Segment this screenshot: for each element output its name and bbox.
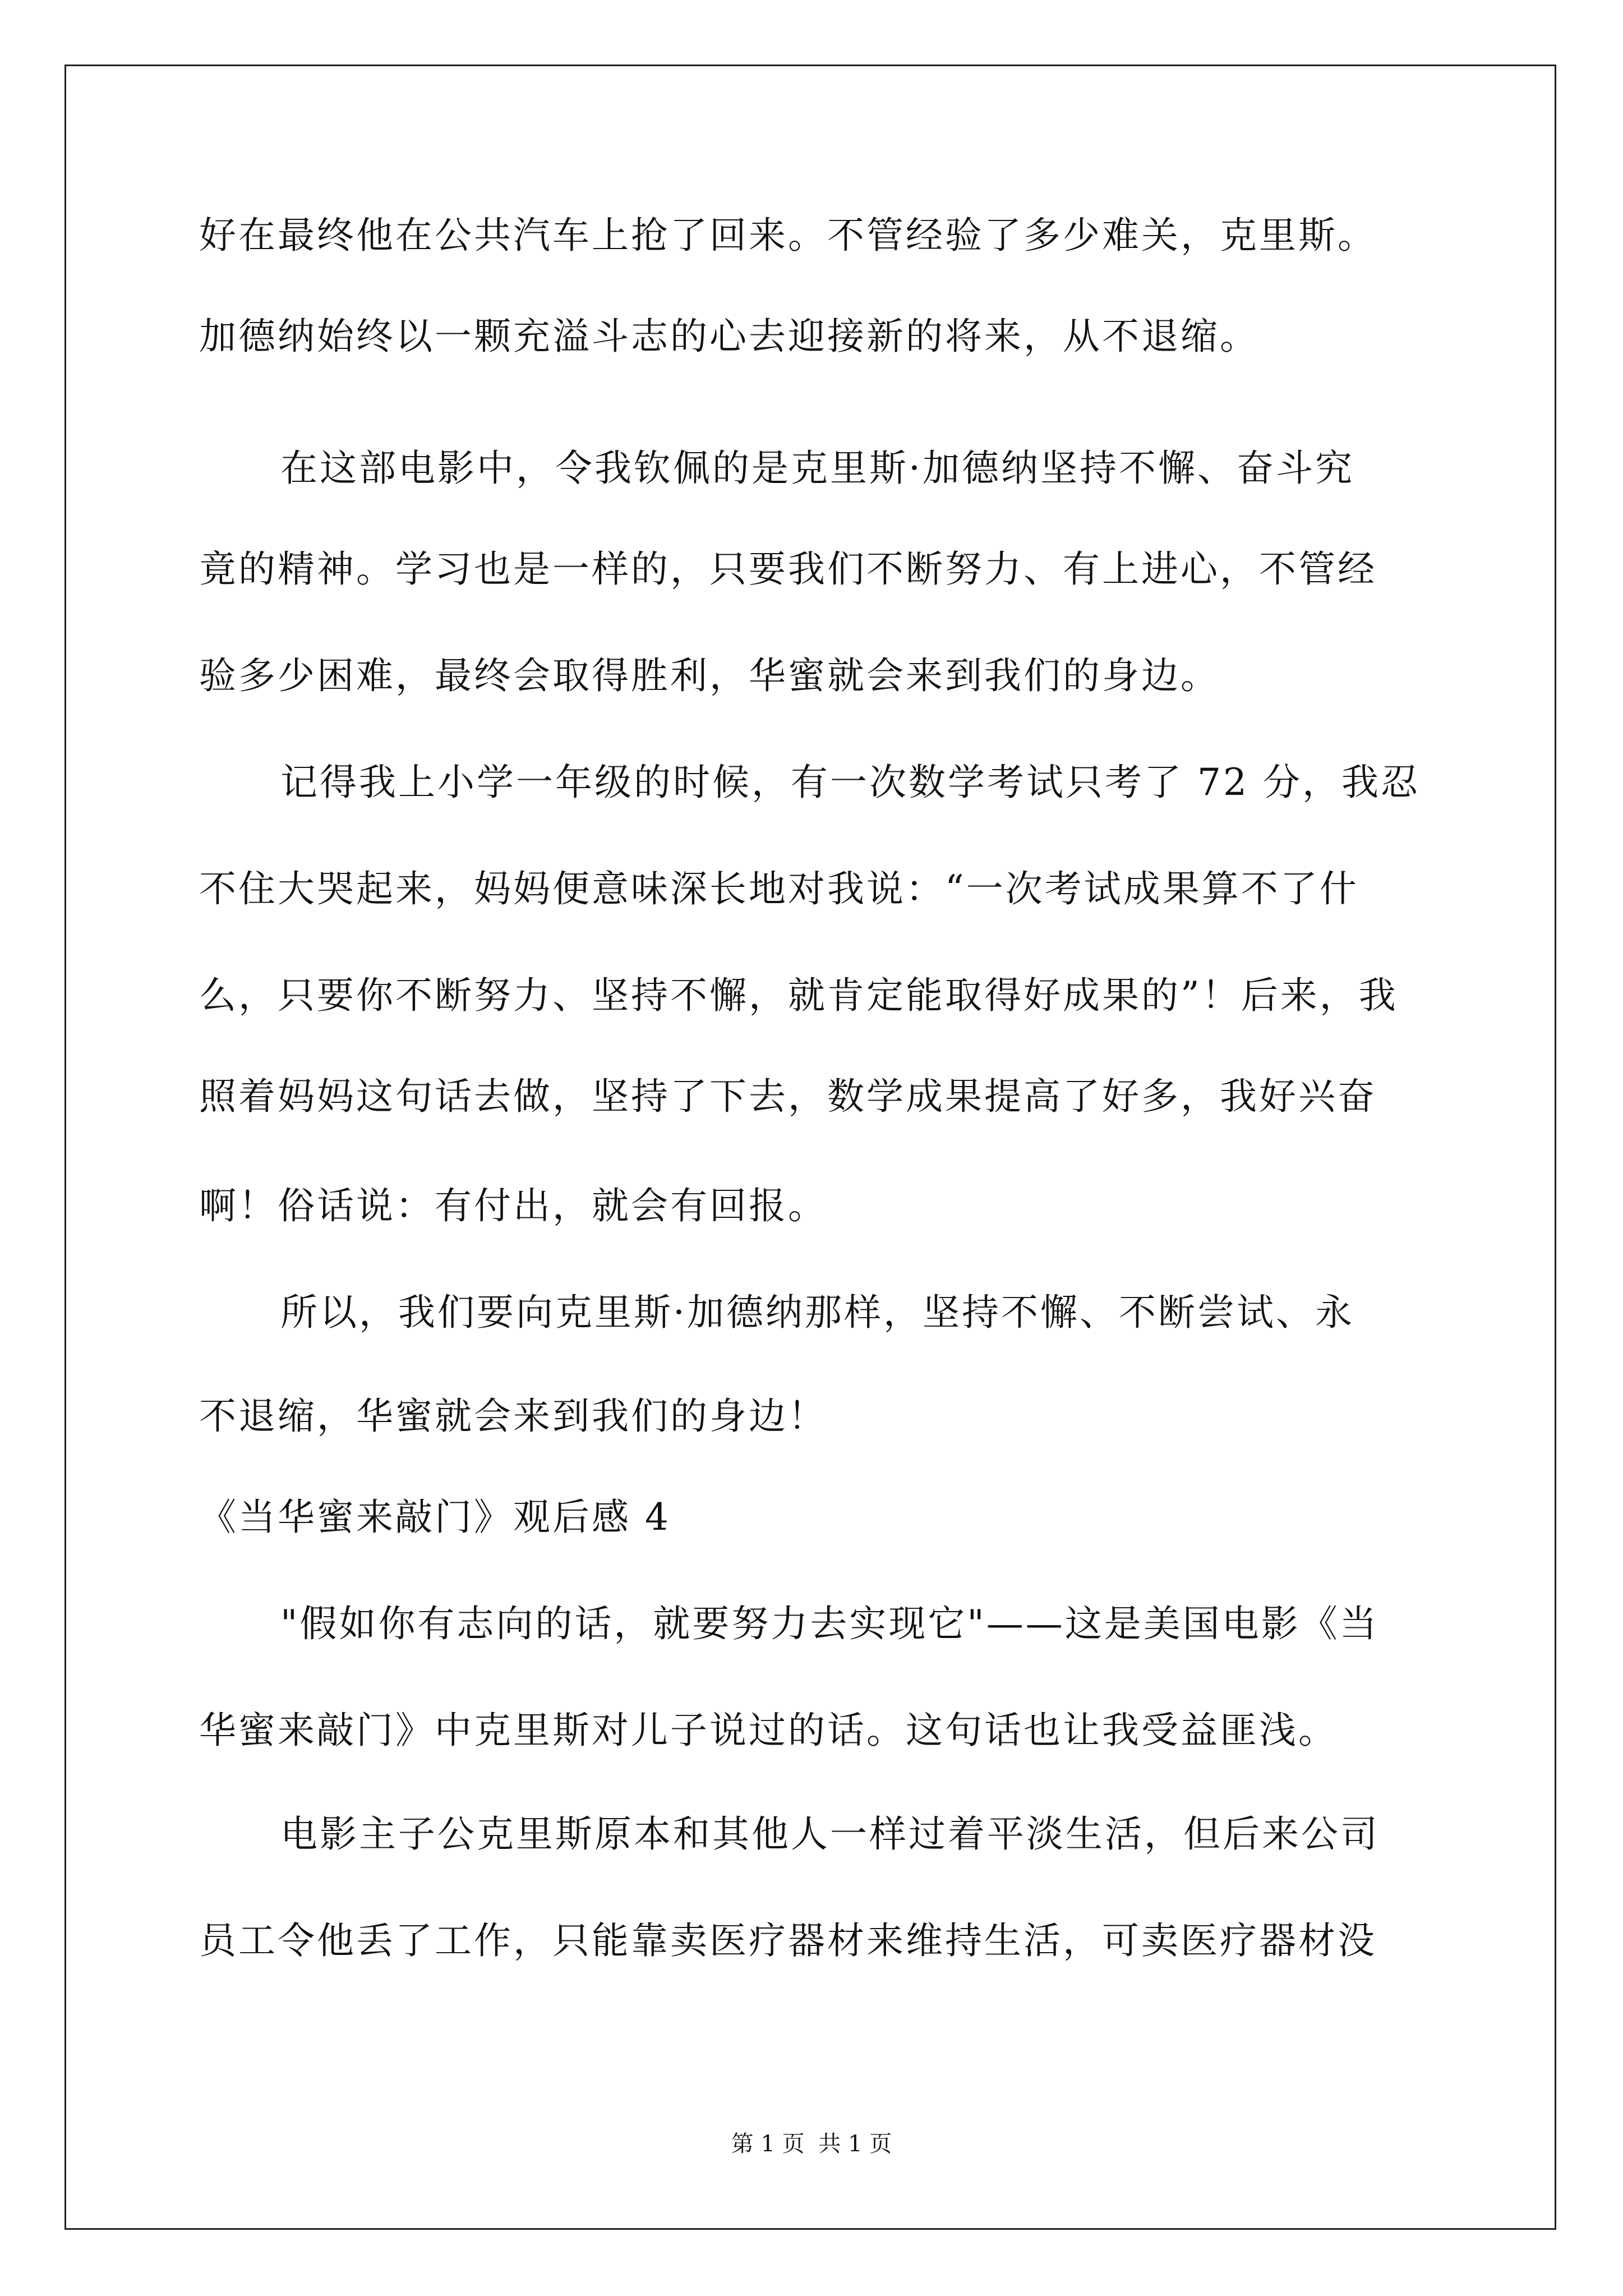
page-total: 共 1 页 — [818, 2131, 892, 2157]
text-line-10: 啊！俗话说：有付出，就会有回报。 — [199, 1184, 827, 1227]
section-heading: 《当华蜜来敲门》观后感 4 — [199, 1496, 671, 1539]
paragraph-start-line: 在这部电影中，令我钦佩的是克里斯·加德纳坚持不懈、奋斗究 — [280, 447, 1354, 490]
text-line-2: 加德纳始终以一颗充溢斗志的心去迎接新的将来，从不退缩。 — [199, 315, 1259, 358]
text-line-1: 好在最终他在公共汽车上抢了回来。不管经验了多少难关，克里斯。 — [199, 214, 1377, 257]
text-line-12: 不退缩，华蜜就会来到我们的身边！ — [199, 1395, 827, 1438]
text-line-15: 华蜜来敲门》中克里斯对儿子说过的话。这句话也让我受益匪浅。 — [199, 1709, 1338, 1752]
page-frame — [64, 65, 1556, 2230]
text-line-8: 么，只要你不断努力、坚持不懈，就肯定能取得好成果的”！后来，我 — [199, 974, 1398, 1017]
paragraph-start-line: 电影主子公克里斯原本和其他人一样过着平淡生活，但后来公司 — [280, 1812, 1380, 1856]
text-line-7: 不住大哭起来，妈妈便意味深长地对我说：“一次考试成果算不了什 — [199, 867, 1359, 910]
paragraph-start-line: "假如你有志向的话，就要努力去实现它"——这是美国电影《当 — [280, 1602, 1379, 1645]
paragraph-start-line: 记得我上小学一年级的时候，有一次数学考试只考了 72 分，我忍 — [280, 761, 1420, 804]
paragraph-start-line: 所以，我们要向克里斯·加德纳那样，坚持不懈、不断尝试、永 — [280, 1291, 1354, 1334]
text-line-4: 竟的精神。学习也是一样的，只要我们不断努力、有上进心，不管经 — [199, 547, 1377, 591]
page-footer — [0, 2130, 1623, 2158]
text-line-5: 验多少困难，最终会取得胜利，华蜜就会来到我们的身边。 — [199, 654, 1220, 697]
text-line-17: 员工令他丢了工作，只能靠卖医疗器材来维持生活，可卖医疗器材没 — [199, 1919, 1377, 1962]
text-line-9: 照着妈妈这句话去做，坚持了下去，数学成果提高了好多，我好兴奋 — [199, 1075, 1377, 1118]
page-number: 第 1 页 — [731, 2131, 805, 2157]
